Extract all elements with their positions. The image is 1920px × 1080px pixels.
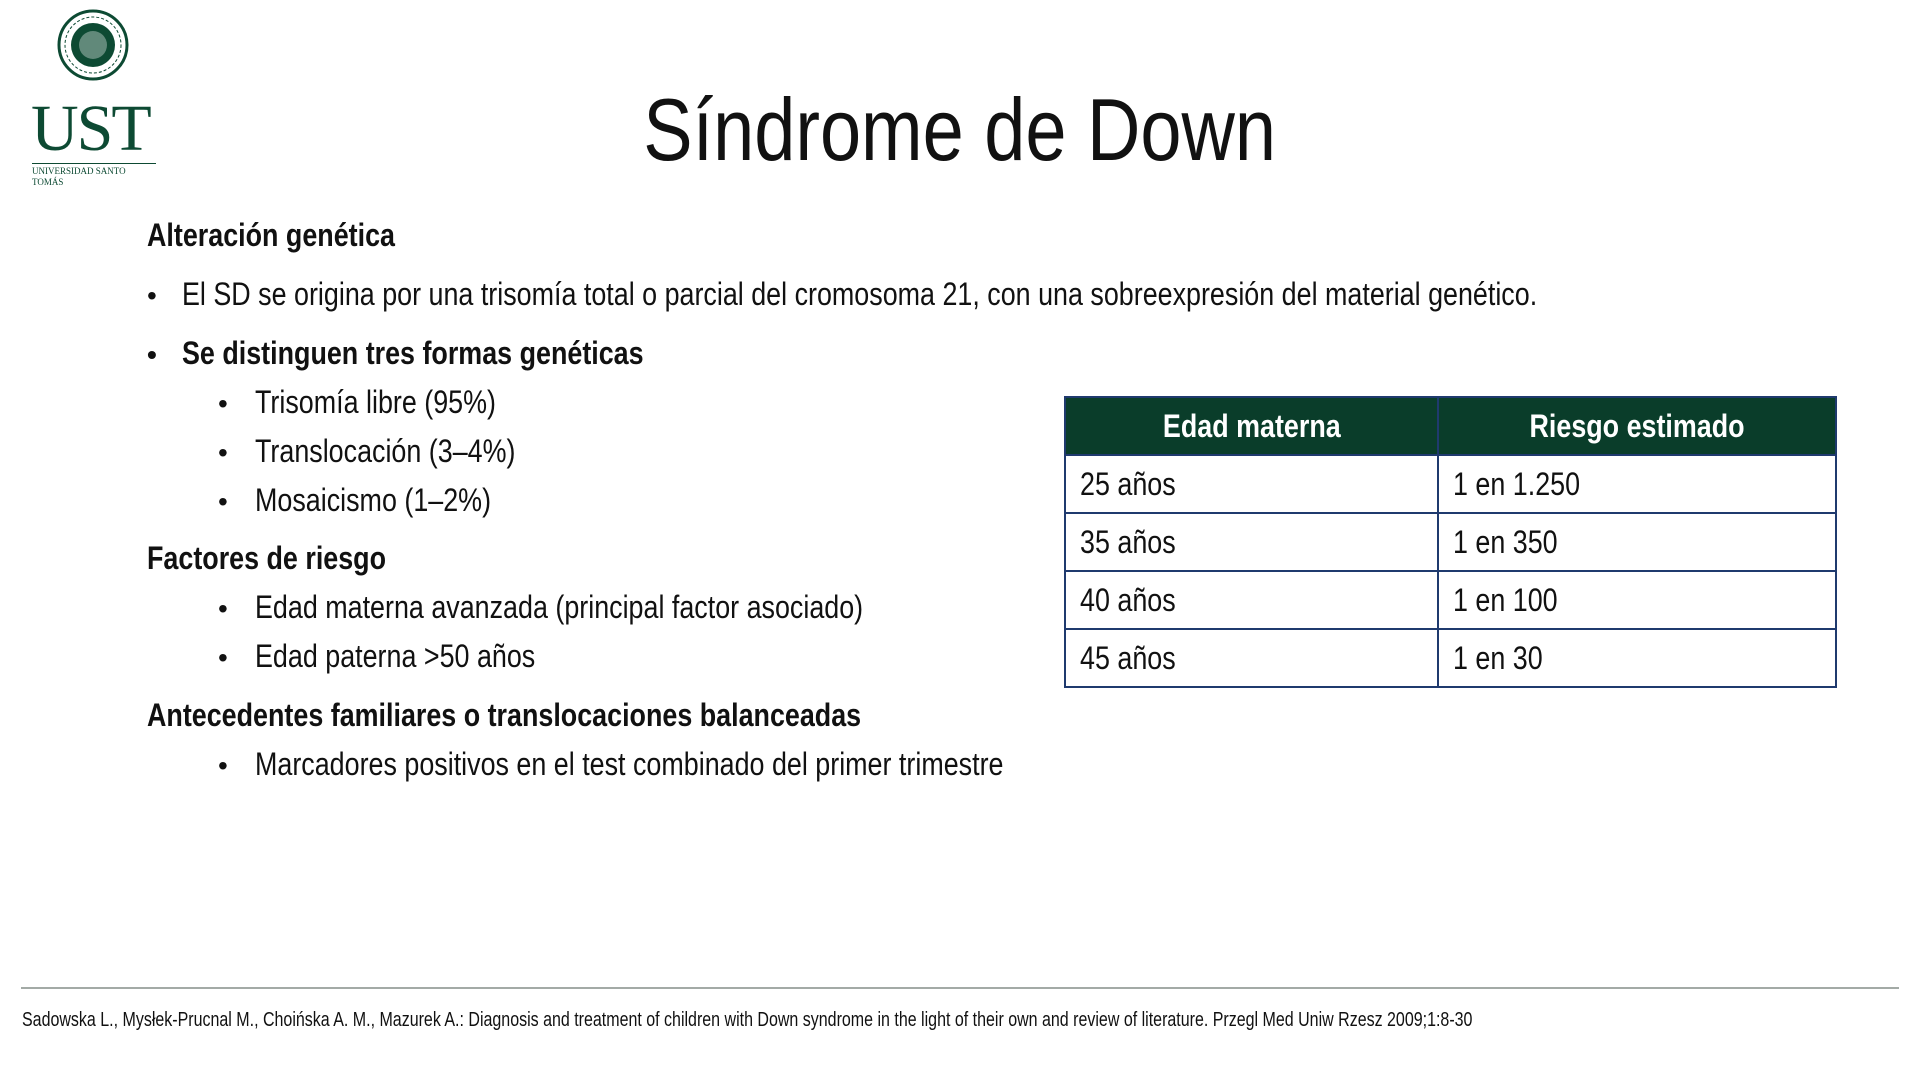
bullet-text: Mosaicismo (1–2%) xyxy=(255,482,492,518)
bullet-icon: • xyxy=(218,642,228,673)
table-cell xyxy=(1438,629,1836,687)
bullet-text: El SD se origina por una trisomía total o parcial del cromosoma 21, con una sobreexpresión del material genético. xyxy=(182,276,1538,312)
table-cell xyxy=(1438,513,1836,571)
table-header xyxy=(1438,397,1836,455)
table-cell xyxy=(1065,455,1438,513)
bullet-icon: • xyxy=(218,486,228,517)
cell-text: 1 en 100 xyxy=(1453,581,1558,618)
sub-bullet xyxy=(218,744,1004,786)
bullet-text: Edad materna avanzada (principal factor asociado) xyxy=(255,589,864,625)
header-text: Edad materna xyxy=(1162,407,1341,444)
table-row xyxy=(1065,455,1836,513)
citation-text: Sadowska L., Mysłek-Prucnal M., Choińska A. M., Mazurek A.: Diagnosis and treatment of children with Down syndrome in the light of their own and review of literature. Przegl Med Uniw Rzesz 2009;1:8-30 xyxy=(22,1009,1473,1031)
cell-text: 25 años xyxy=(1080,465,1176,502)
bullet-text: Translocación (3–4%) xyxy=(255,433,516,469)
heading-text: Alteración genética xyxy=(147,217,395,253)
footer-divider xyxy=(21,987,1899,989)
cell-text: 40 años xyxy=(1080,581,1176,618)
bullet-text: Trisomía libre (95%) xyxy=(255,384,496,420)
bullet-origin xyxy=(147,274,1538,316)
ust-logo-text: UST xyxy=(31,92,150,165)
header-text: Riesgo estimado xyxy=(1529,407,1745,444)
bullet-text: Edad paterna >50 años xyxy=(255,638,536,674)
bullet-icon: • xyxy=(147,339,157,370)
bullet-text: Marcadores positivos en el test combinado del primer trimestre xyxy=(255,746,1004,782)
bullet-text: Se distinguen tres formas genéticas xyxy=(182,335,644,371)
sub-bullet xyxy=(218,382,496,424)
risk-table xyxy=(1064,396,1837,688)
heading-text: Antecedentes familiares o translocaciones balanceadas xyxy=(147,697,862,733)
ust-logo-subtitle: UNIVERSIDAD SANTO TOMÁS xyxy=(32,163,156,188)
bullet-icon: • xyxy=(218,750,228,781)
heading-text: Factores de riesgo xyxy=(147,540,387,576)
bullet-icon: • xyxy=(218,593,228,624)
university-seal-logo xyxy=(57,9,129,81)
cell-text: 1 en 30 xyxy=(1453,639,1543,676)
sub-bullet xyxy=(218,431,516,473)
table-row xyxy=(1065,513,1836,571)
table-row xyxy=(1065,629,1836,687)
cell-text: 35 años xyxy=(1080,523,1176,560)
table-cell xyxy=(1065,571,1438,629)
footer-citation xyxy=(22,1008,1835,1032)
table-row xyxy=(1065,571,1836,629)
table-cell xyxy=(1065,629,1438,687)
sub-bullet xyxy=(218,636,536,678)
sub-bullet xyxy=(218,587,864,629)
section-heading-risk xyxy=(147,538,432,578)
cell-text: 1 en 350 xyxy=(1453,523,1558,560)
bullet-forms xyxy=(147,333,644,375)
table-cell xyxy=(1438,571,1836,629)
cell-text: 45 años xyxy=(1080,639,1176,676)
cell-text: 1 en 1.250 xyxy=(1453,465,1581,502)
section-heading-genetic xyxy=(147,215,442,255)
bullet-icon: • xyxy=(218,437,228,468)
table-header-row xyxy=(1065,397,1836,455)
bullet-icon: • xyxy=(218,388,228,419)
bullet-icon: • xyxy=(147,280,157,311)
section-heading-family xyxy=(147,695,997,735)
sub-bullet xyxy=(218,480,492,522)
table-cell xyxy=(1065,513,1438,571)
slide-title xyxy=(0,80,1920,180)
table-header xyxy=(1065,397,1438,455)
title-text: Síndrome de Down xyxy=(643,80,1277,179)
table-cell xyxy=(1438,455,1836,513)
